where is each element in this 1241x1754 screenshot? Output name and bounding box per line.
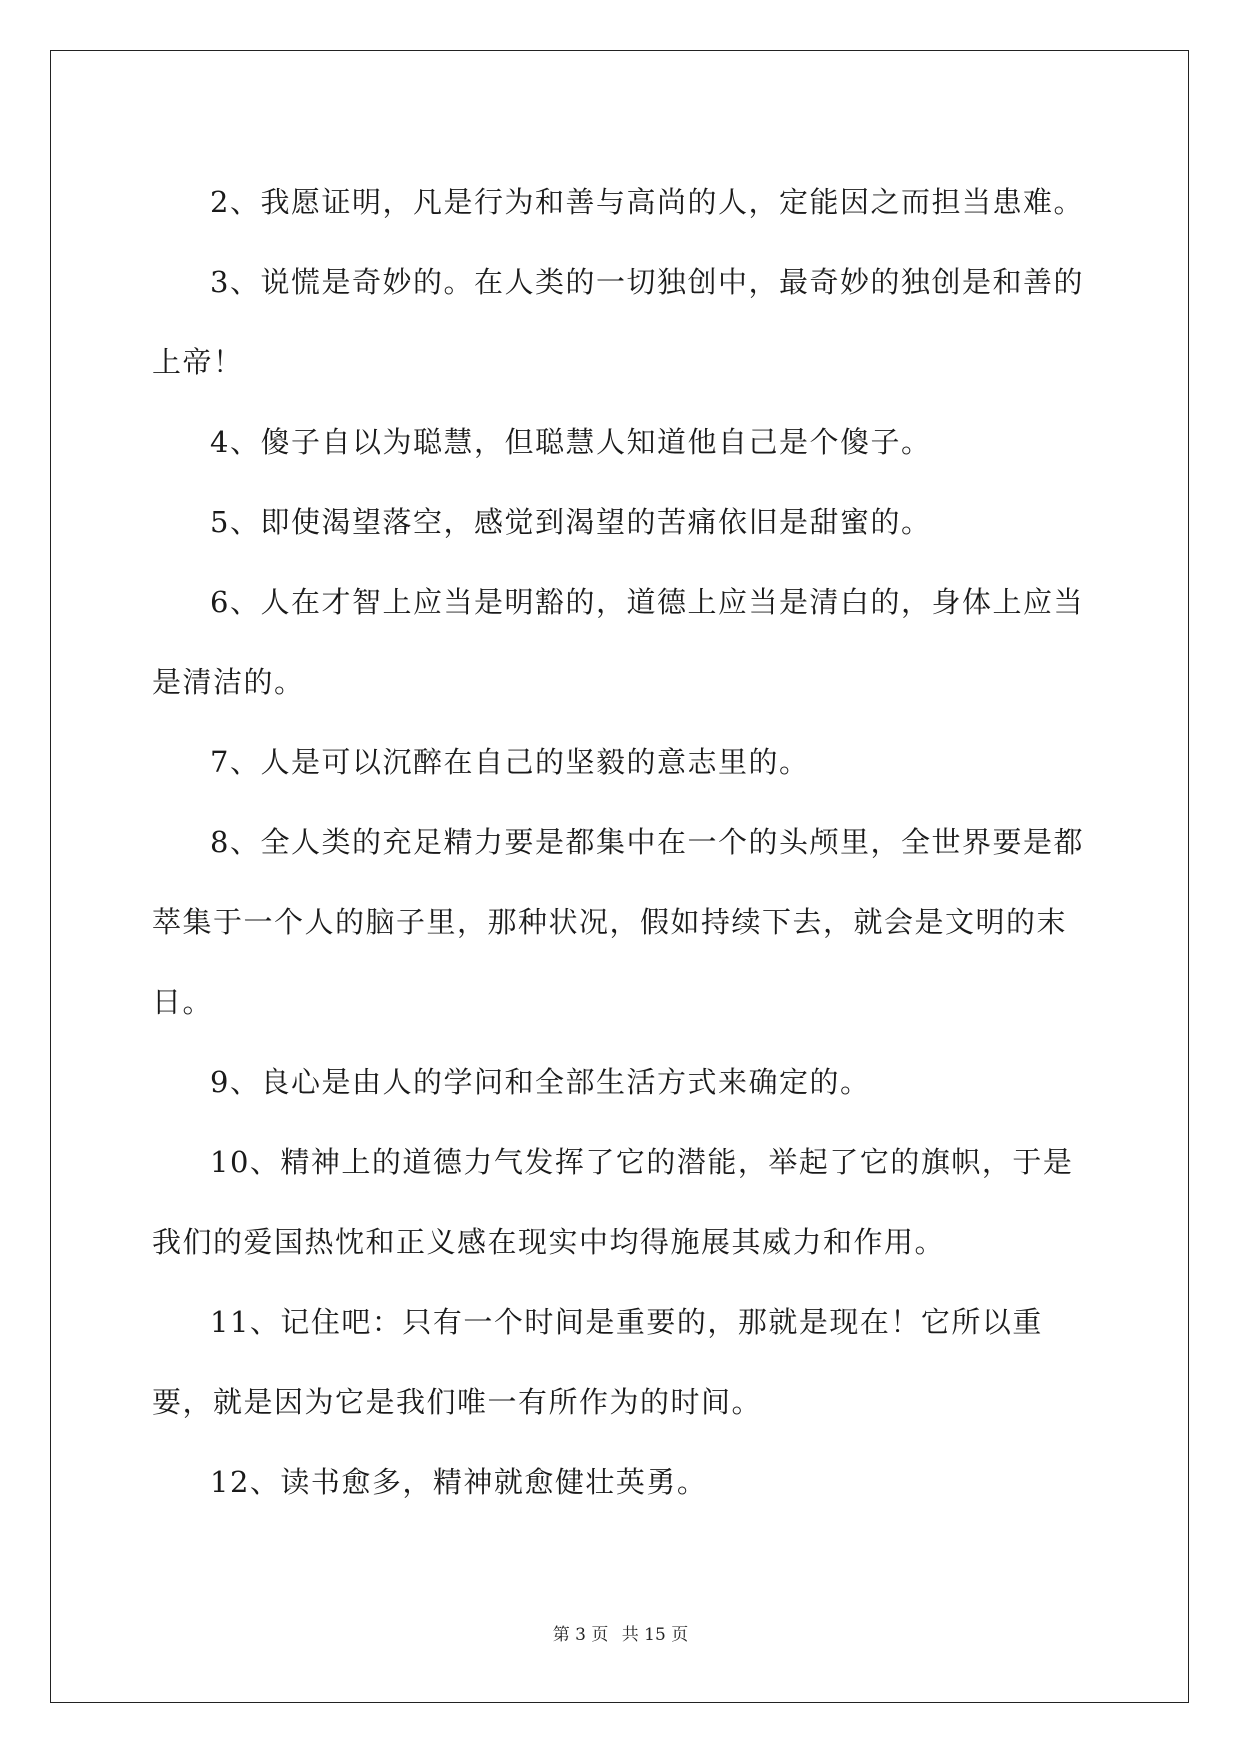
quote-paragraph-11: 11、记住吧：只有一个时间是重要的，那就是现在！它所以重要，就是因为它是我们唯一有所作为的时间。 <box>152 1305 1043 1419</box>
quote-paragraph-2: 2、我愿证明，凡是行为和善与高尚的人，定能因之而担当患难。 <box>210 185 1084 219</box>
quote-paragraph-10: 10、精神上的道德力气发挥了它的潜能，举起了它的旗帜，于是我们的爱国热忱和正义感在现实中均得施展其威力和作用。 <box>152 1145 1074 1259</box>
quote-paragraph-5: 5、即使渴望落空，感觉到渴望的苦痛依旧是甜蜜的。 <box>210 505 932 539</box>
page-footer <box>0 1620 1241 1645</box>
quote-paragraph-9: 9、良心是由人的学问和全部生活方式来确定的。 <box>210 1065 871 1099</box>
page-total: 共 15 页 <box>621 1625 689 1645</box>
document-body <box>152 162 1092 1522</box>
quote-paragraph-8: 8、全人类的充足精力要是都集中在一个的头颅里，全世界要是都萃集于一个人的脑子里，那种状况，假如持续下去，就会是文明的末日。 <box>152 825 1084 1019</box>
page-number: 第 3 页 <box>552 1625 609 1645</box>
quote-paragraph-12: 12、读书愈多，精神就愈健壮英勇。 <box>210 1465 708 1499</box>
quote-paragraph-7: 7、人是可以沉醉在自己的坚毅的意志里的。 <box>210 745 810 779</box>
quote-paragraph-3: 3、说慌是奇妙的。在人类的一切独创中，最奇妙的独创是和善的上帝！ <box>152 265 1084 379</box>
quote-paragraph-6: 6、人在才智上应当是明豁的，道德上应当是清白的，身体上应当是清洁的。 <box>152 585 1084 699</box>
quote-paragraph-4: 4、傻子自以为聪慧，但聪慧人知道他自己是个傻子。 <box>210 425 932 459</box>
